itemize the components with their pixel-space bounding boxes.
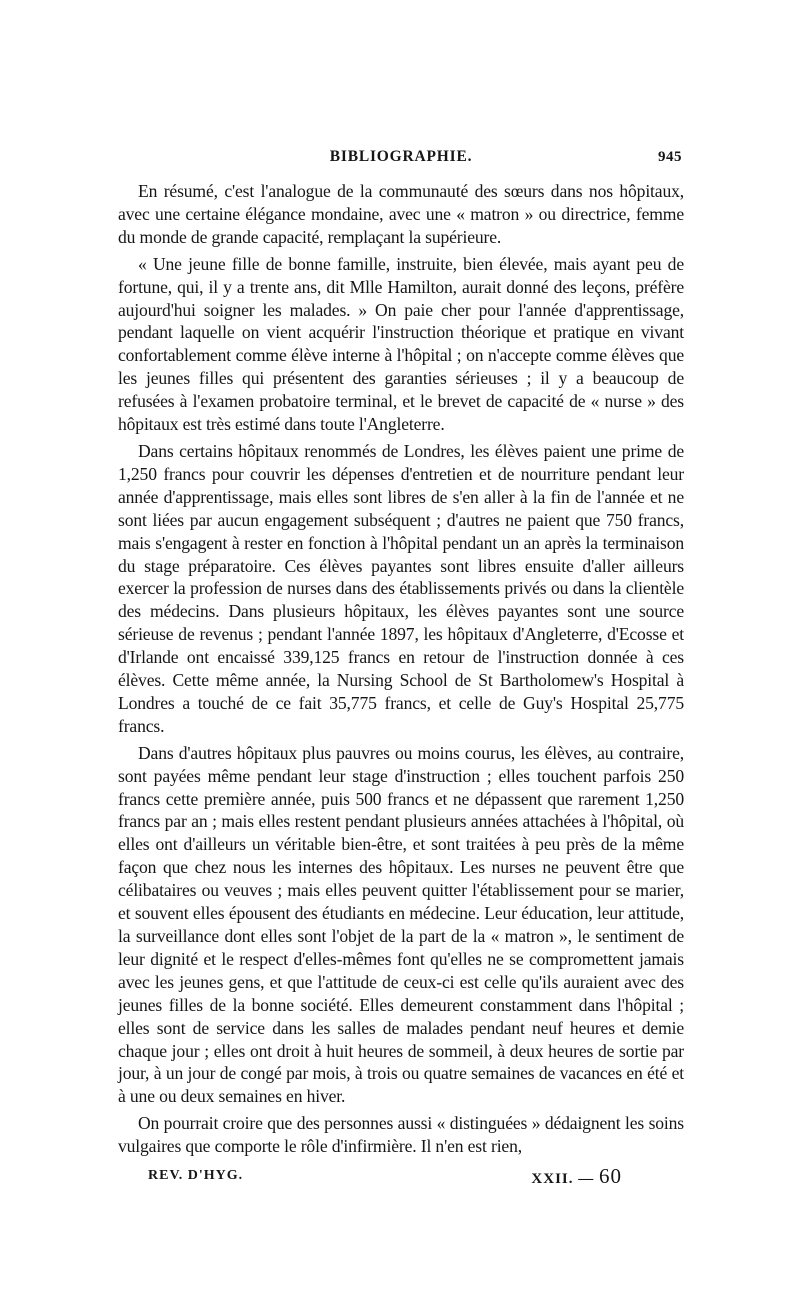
paragraph: Dans d'autres hôpitaux plus pauvres ou moins courus, les élèves, au contraire, sont payées même pendant leur stage d'instruction ; elles touchent parfois 250 francs cette première année, puis 500 francs et ne dépassent que rarement 1,250 francs par an ; mais elles restent pendant plusieurs années attachées à l'hôpital, où elles ont d'ailleurs un véritable bien-être, et sont traitées à peu près de la même façon que chez nous les internes des hôpitaux. Les nurses ne peuvent être que célibataires ou veuves ; mais elles peuvent quitter l'établissement pour se marier, et souvent elles épousent des étudiants en médecine. Leur éducation, leur attitude, la surveillance dont elles sont l'objet de la part de la « matron », le sentiment de leur dignité et le respect d'elles-mêmes font qu'elles ne se compromettent jamais avec les jeunes gens, et que l'attitude de ceux-ci est celle qu'ils auraient avec des jeunes filles de la bonne société. Elles demeurent constamment dans l'hôpital ; elles sont de service dans les salles de malades pendant neuf heures et demie chaque jour ; elles ont droit à huit heures de sommeil, à deux heures de sortie par jour, à un jour de congé par mois, à trois ou quatre semaines de vacances en été et à une ou deux semaines en hiver. bbox=[118, 742, 684, 1107]
paragraph: « Une jeune fille de bonne famille, instruite, bien élevée, mais ayant peu de fortune, qui, il y a trente ans, dit Mlle Hamilton, aurait donné des leçons, préfère aujourd'hui soigner les malades. » On paie cher pour l'année d'apprentissage, pendant laquelle on vient acquérir l'instruction théorique et pratique en vivant confortablement comme élève interne à l'hôpital ; on n'accepte comme élèves que les jeunes filles qui présentent des garanties sérieuses ; il y a beaucoup de refusées à l'examen probatoire terminal, et le brevet de capacité de « nurse » des hôpitaux est très estimé dans toute l'Angleterre. bbox=[118, 253, 684, 435]
page-number: 945 bbox=[658, 149, 682, 165]
page bbox=[118, 148, 684, 1194]
journal-abbreviation: REV. D'HYG. bbox=[148, 1168, 244, 1184]
running-header bbox=[118, 148, 684, 176]
body-text bbox=[118, 180, 684, 1158]
signature-number: 60 bbox=[599, 1164, 622, 1189]
running-title: BIBLIOGRAPHIE. bbox=[329, 148, 473, 165]
page-footer bbox=[118, 1164, 684, 1194]
paragraph: Dans certains hôpitaux renommés de Londres, les élèves paient une prime de 1,250 francs pour couvrir les dépenses d'entretien et de nourriture pendant leur année d'apprentissage, mais elles sont libres de s'en aller à la fin de l'année et ne sont liées par aucun engagement subséquent ; d'autres ne paient que 750 francs, mais s'engagent à rester en fonction à l'hôpital pendant un an après la terminaison du stage préparatoire. Ces élèves payantes sont libres ensuite d'aller ailleurs exercer la profession de nurses dans des établissements privés ou dans la clientèle des médecins. Dans plusieurs hôpitaux, les élèves payantes sont une source sérieuse de revenus ; pendant l'année 1897, les hôpitaux d'Angleterre, d'Ecosse et d'Irlande ont encaissé 339,125 francs en retour de l'instruction donnée à ces élèves. Cette même année, la Nursing School de St Bartholomew's Hospital à Londres a touché de ce fait 35,775 francs, et celle de Guy's Hospital 25,775 francs. bbox=[118, 440, 684, 736]
paragraph: En résumé, c'est l'analogue de la communauté des sœurs dans nos hôpitaux, avec une certaine élégance mondaine, avec une « matron » ou directrice, femme du monde de grande capacité, remplaçant la supérieure. bbox=[118, 181, 684, 247]
paragraph: On pourrait croire que des personnes aussi « distinguées » dédaignent les soins vulgaires que comporte le rôle d'infirmière. Il n'en est rien, bbox=[118, 1113, 684, 1157]
signature-mark bbox=[531, 1164, 622, 1189]
volume-number: XXII. — bbox=[531, 1171, 595, 1188]
